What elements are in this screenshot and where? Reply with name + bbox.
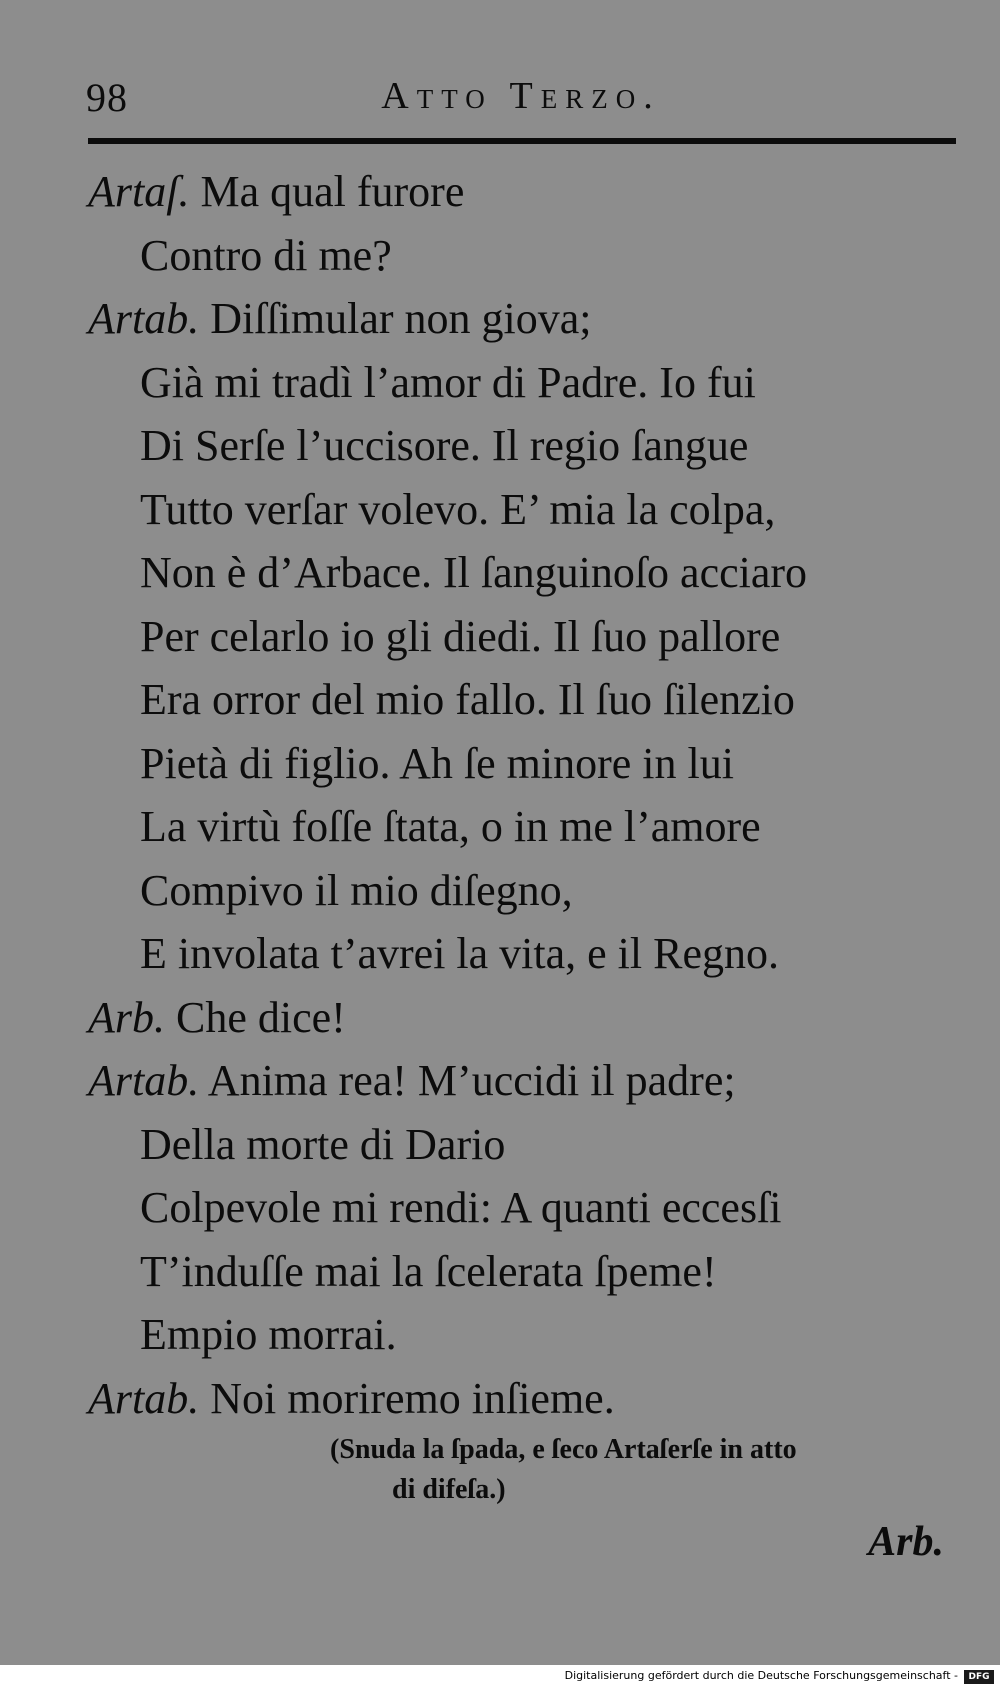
verse-text: Contro di me? — [140, 230, 392, 280]
verse-line-19 — [88, 1303, 968, 1367]
verse-line-18 — [88, 1240, 968, 1304]
verse-text: Anima rea! M’uccidi il padre; — [199, 1056, 736, 1105]
verse-text: Noi moriremo inſieme. — [199, 1373, 615, 1423]
verse-line-10 — [88, 732, 968, 796]
verse-line-7 — [88, 541, 968, 605]
page-number: 98 — [86, 75, 128, 120]
verse-line-16 — [88, 1113, 968, 1177]
verse-text: Che dice! — [165, 992, 346, 1042]
speaker-label: Artab. — [88, 294, 200, 343]
verse-text: Non è d’Arbace. Il ſanguinoſo acciaro — [140, 548, 808, 597]
verse-text: La virtù foſſe ſtata, o in me l’amore — [140, 802, 761, 851]
verse-line-6 — [88, 478, 968, 542]
verse-text: Empio morrai. — [140, 1310, 397, 1359]
verse-line-9 — [88, 668, 968, 732]
verse-text: Di Serſe l’uccisore. Il regio ſangue — [140, 421, 749, 470]
running-title: Atto Terzo. — [381, 75, 661, 117]
footer-credit: Digitalisierung gefördert durch die Deutsche Forschungsgemeinschaft - — [564, 1669, 958, 1682]
speaker-label: Artab. — [88, 1373, 200, 1423]
digitization-footer — [0, 1665, 1000, 1689]
verse-text: Era orror del mio fallo. Il ſuo ſilenzio — [140, 675, 795, 724]
verse-line-4 — [88, 351, 968, 415]
verse-line-12 — [88, 859, 968, 923]
verse-text: E involata t’avrei la vita, e il Regno. — [140, 929, 780, 978]
verse-line-17 — [88, 1176, 968, 1240]
verse-line-1 — [88, 160, 968, 224]
stage-direction-line-2: di difeſa.) — [392, 1474, 506, 1505]
verse-line-3 — [88, 287, 968, 351]
speaker-label: Artab. — [88, 1056, 200, 1105]
verse-text: Compivo il mio diſegno, — [140, 865, 573, 915]
header-rule — [88, 138, 956, 144]
verse-line-8 — [88, 605, 968, 669]
verse-line-20 — [88, 1367, 968, 1431]
verse-text: Della morte di Dario — [140, 1119, 506, 1169]
verse-text: Colpevole mi rendi: A quanti eccesſi — [140, 1183, 782, 1232]
verse-line-13 — [88, 922, 968, 986]
speaker-label: Arb. — [88, 992, 165, 1042]
verse-text: Già mi tradì l’amor di Padre. Io fui — [140, 357, 756, 407]
speaker-label: Artaſ. — [88, 167, 190, 216]
stage-direction — [330, 1430, 970, 1510]
dfg-logo-icon: DFG — [964, 1670, 994, 1684]
verse-text: Diſſimular non giova; — [199, 294, 592, 343]
verse-line-2 — [88, 224, 968, 288]
catchword: Arb. — [868, 1519, 944, 1565]
verse-text: Tutto verſar volevo. E’ mia la colpa, — [140, 484, 776, 534]
verse-text: T’induſſe mai la ſcelerata ſpeme! — [140, 1246, 717, 1296]
stage-direction-line-1: (Snuda la ſpada, e ſeco Artaſerſe in atto — [330, 1434, 797, 1465]
page-header — [86, 74, 956, 134]
verse-line-14 — [88, 986, 968, 1050]
verse-text: Ma qual furore — [189, 167, 465, 216]
verse-line-15 — [88, 1049, 968, 1113]
verse-text: Per celarlo io gli diedi. Il ſuo pallore — [140, 611, 781, 661]
play-text — [88, 160, 968, 1430]
verse-line-5 — [88, 414, 968, 478]
verse-text: Pietà di figlio. Ah ſe minore in lui — [140, 738, 734, 788]
verse-line-11 — [88, 795, 968, 859]
